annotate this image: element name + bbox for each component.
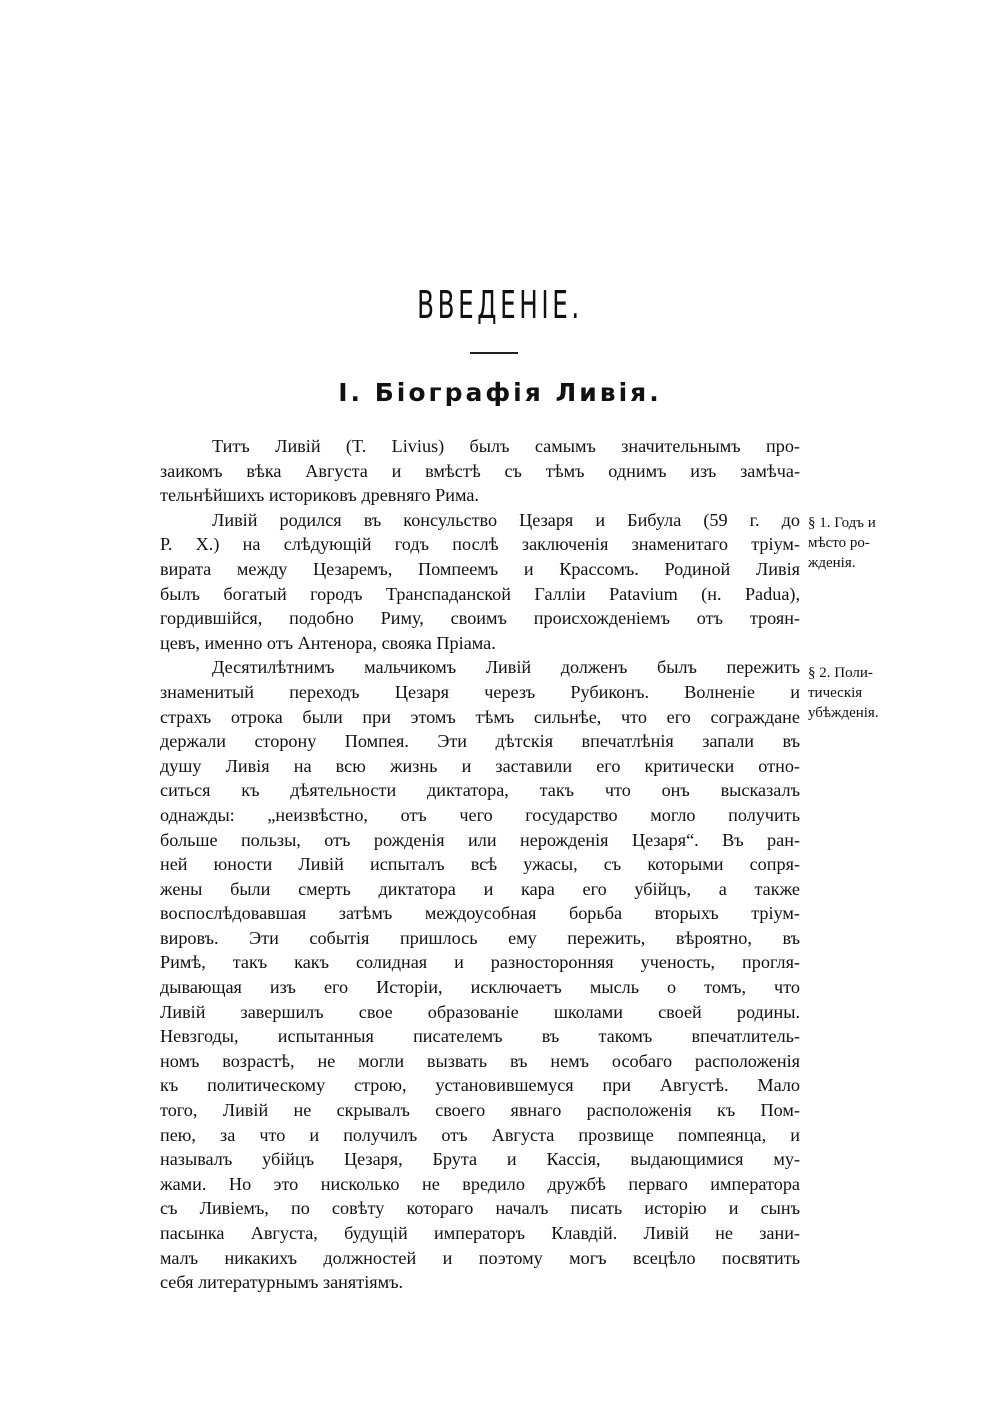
text-line: пасынка Августа, будущій императоръ Клавдій. Ливій не зани- [160, 1223, 800, 1243]
text-line: былъ богатый городъ Транспаданской Галліи Patavium (н. Padua), [160, 583, 800, 604]
text-line: пею, за что и получилъ отъ Августа прозвище помпеянца, и [160, 1124, 800, 1145]
text-line: тельнѣйшихъ историковъ древняго Рима. [160, 485, 479, 506]
text-line: ситься къ дѣятельности диктатора, такъ что онъ высказалъ [160, 780, 800, 801]
title-divider [470, 352, 518, 354]
page-title: ВВЕДЕНІЕ. [417, 283, 583, 327]
margin-note-2 [808, 663, 898, 723]
text-line: вирата между Цезаремъ, Помпеемъ и Крассомъ. Родиной Ливія [160, 558, 800, 579]
margin-note-line: жденія. [808, 555, 856, 571]
text-line: жены были смерть диктатора и кара его убійцъ, а также [160, 878, 800, 899]
text-line: Римѣ, такъ какъ солидная и разносторонняя ученость, прогля- [160, 952, 800, 973]
margin-note-line: § 1. Годъ и [808, 515, 876, 531]
text-line: гордившійся, подобно Риму, своимъ происхожденіемъ отъ троян- [160, 608, 800, 629]
text-line: ней юности Ливій испыталъ всѣ ужасы, съ которыми сопря- [160, 854, 800, 875]
text-line: воспослѣдовавшая затѣмъ междоусобная борьба вторыхъ тріум- [160, 903, 800, 924]
text-line: называлъ убійцъ Цезаря, Брута и Кассія, выдающимися му- [160, 1149, 800, 1170]
text-line: Невзгоды, испытанныя писателемъ въ такомъ впечатлитель- [160, 1026, 800, 1047]
body-text [160, 434, 800, 1295]
margin-note-1 [808, 513, 898, 573]
text-line: Р. Х.) на слѣдующій годъ послѣ заключенія знаменитаго тріум- [160, 534, 800, 555]
text-line: знаменитый переходъ Цезаря черезъ Рубиконъ. Волненіе и [160, 681, 800, 702]
text-line: однажды: „неизвѣстно, отъ чего государство могло получить [160, 804, 800, 825]
paragraph [160, 434, 800, 508]
text-line: съ Ливіемъ, по совѣту котораго началъ писать исторію и сынъ [160, 1198, 800, 1219]
text-line: Ливій родился въ консульство Цезаря и Бибула (59 г. до [212, 509, 800, 530]
text-line: себя литературнымъ занятіямъ. [160, 1272, 404, 1293]
text-line: къ политическому строю, установившемуся при Августѣ. Мало [160, 1075, 800, 1096]
text-line: Титъ Ливій (T. Livius) былъ самымъ значительнымъ про- [212, 436, 800, 456]
margin-note-line: убѣжденія. [808, 705, 879, 721]
text-line: держали сторону Помпея. Эти дѣтскія впечатлѣнія запали въ [160, 731, 800, 752]
text-line: цевъ, именно отъ Антенора, свояка Пріама. [160, 632, 496, 653]
text-line: малъ никакихъ должностей и поэтому могъ всецѣло посвятить [160, 1247, 800, 1268]
text-line: Ливій завершилъ свое образованіе школами своей родины. [160, 1001, 800, 1022]
margin-note-line: § 2. Поли- [808, 665, 873, 681]
text-line: страхъ отрока были при этомъ тѣмъ сильнѣе, что его сограждане [160, 706, 800, 727]
text-line: душу Ливія на всю жизнь и заставили его критически отно- [160, 755, 800, 776]
text-line: номъ возрастѣ, не могли вызвать въ немъ особаго расположенія [160, 1050, 800, 1071]
margin-note-line: тическія [808, 685, 863, 701]
section-heading: I. Біографія Ливія. [338, 378, 662, 407]
text-line: дывающая изъ его Исторіи, исключаетъ мысль о томъ, что [160, 977, 800, 998]
paragraph [160, 508, 800, 656]
text-line: вировъ. Эти событія пришлось ему пережить, вѣроятно, въ [160, 927, 800, 948]
paragraph [160, 655, 800, 1294]
text-line: Десятилѣтнимъ мальчикомъ Ливій долженъ былъ пережить [212, 657, 800, 678]
text-line: больше пользы, отъ рожденія или нерожденія Цезаря“. Въ ран- [160, 829, 800, 850]
text-line: того, Ливій не скрывалъ своего явнаго расположенія къ Пом- [160, 1100, 800, 1121]
text-line: жами. Но это нисколько не вредило дружбѣ перваго императора [160, 1173, 800, 1194]
margin-note-line: мѣсто ро- [808, 535, 870, 551]
text-line: заикомъ вѣка Августа и вмѣстѣ съ тѣмъ однимъ изъ замѣча- [160, 460, 800, 481]
